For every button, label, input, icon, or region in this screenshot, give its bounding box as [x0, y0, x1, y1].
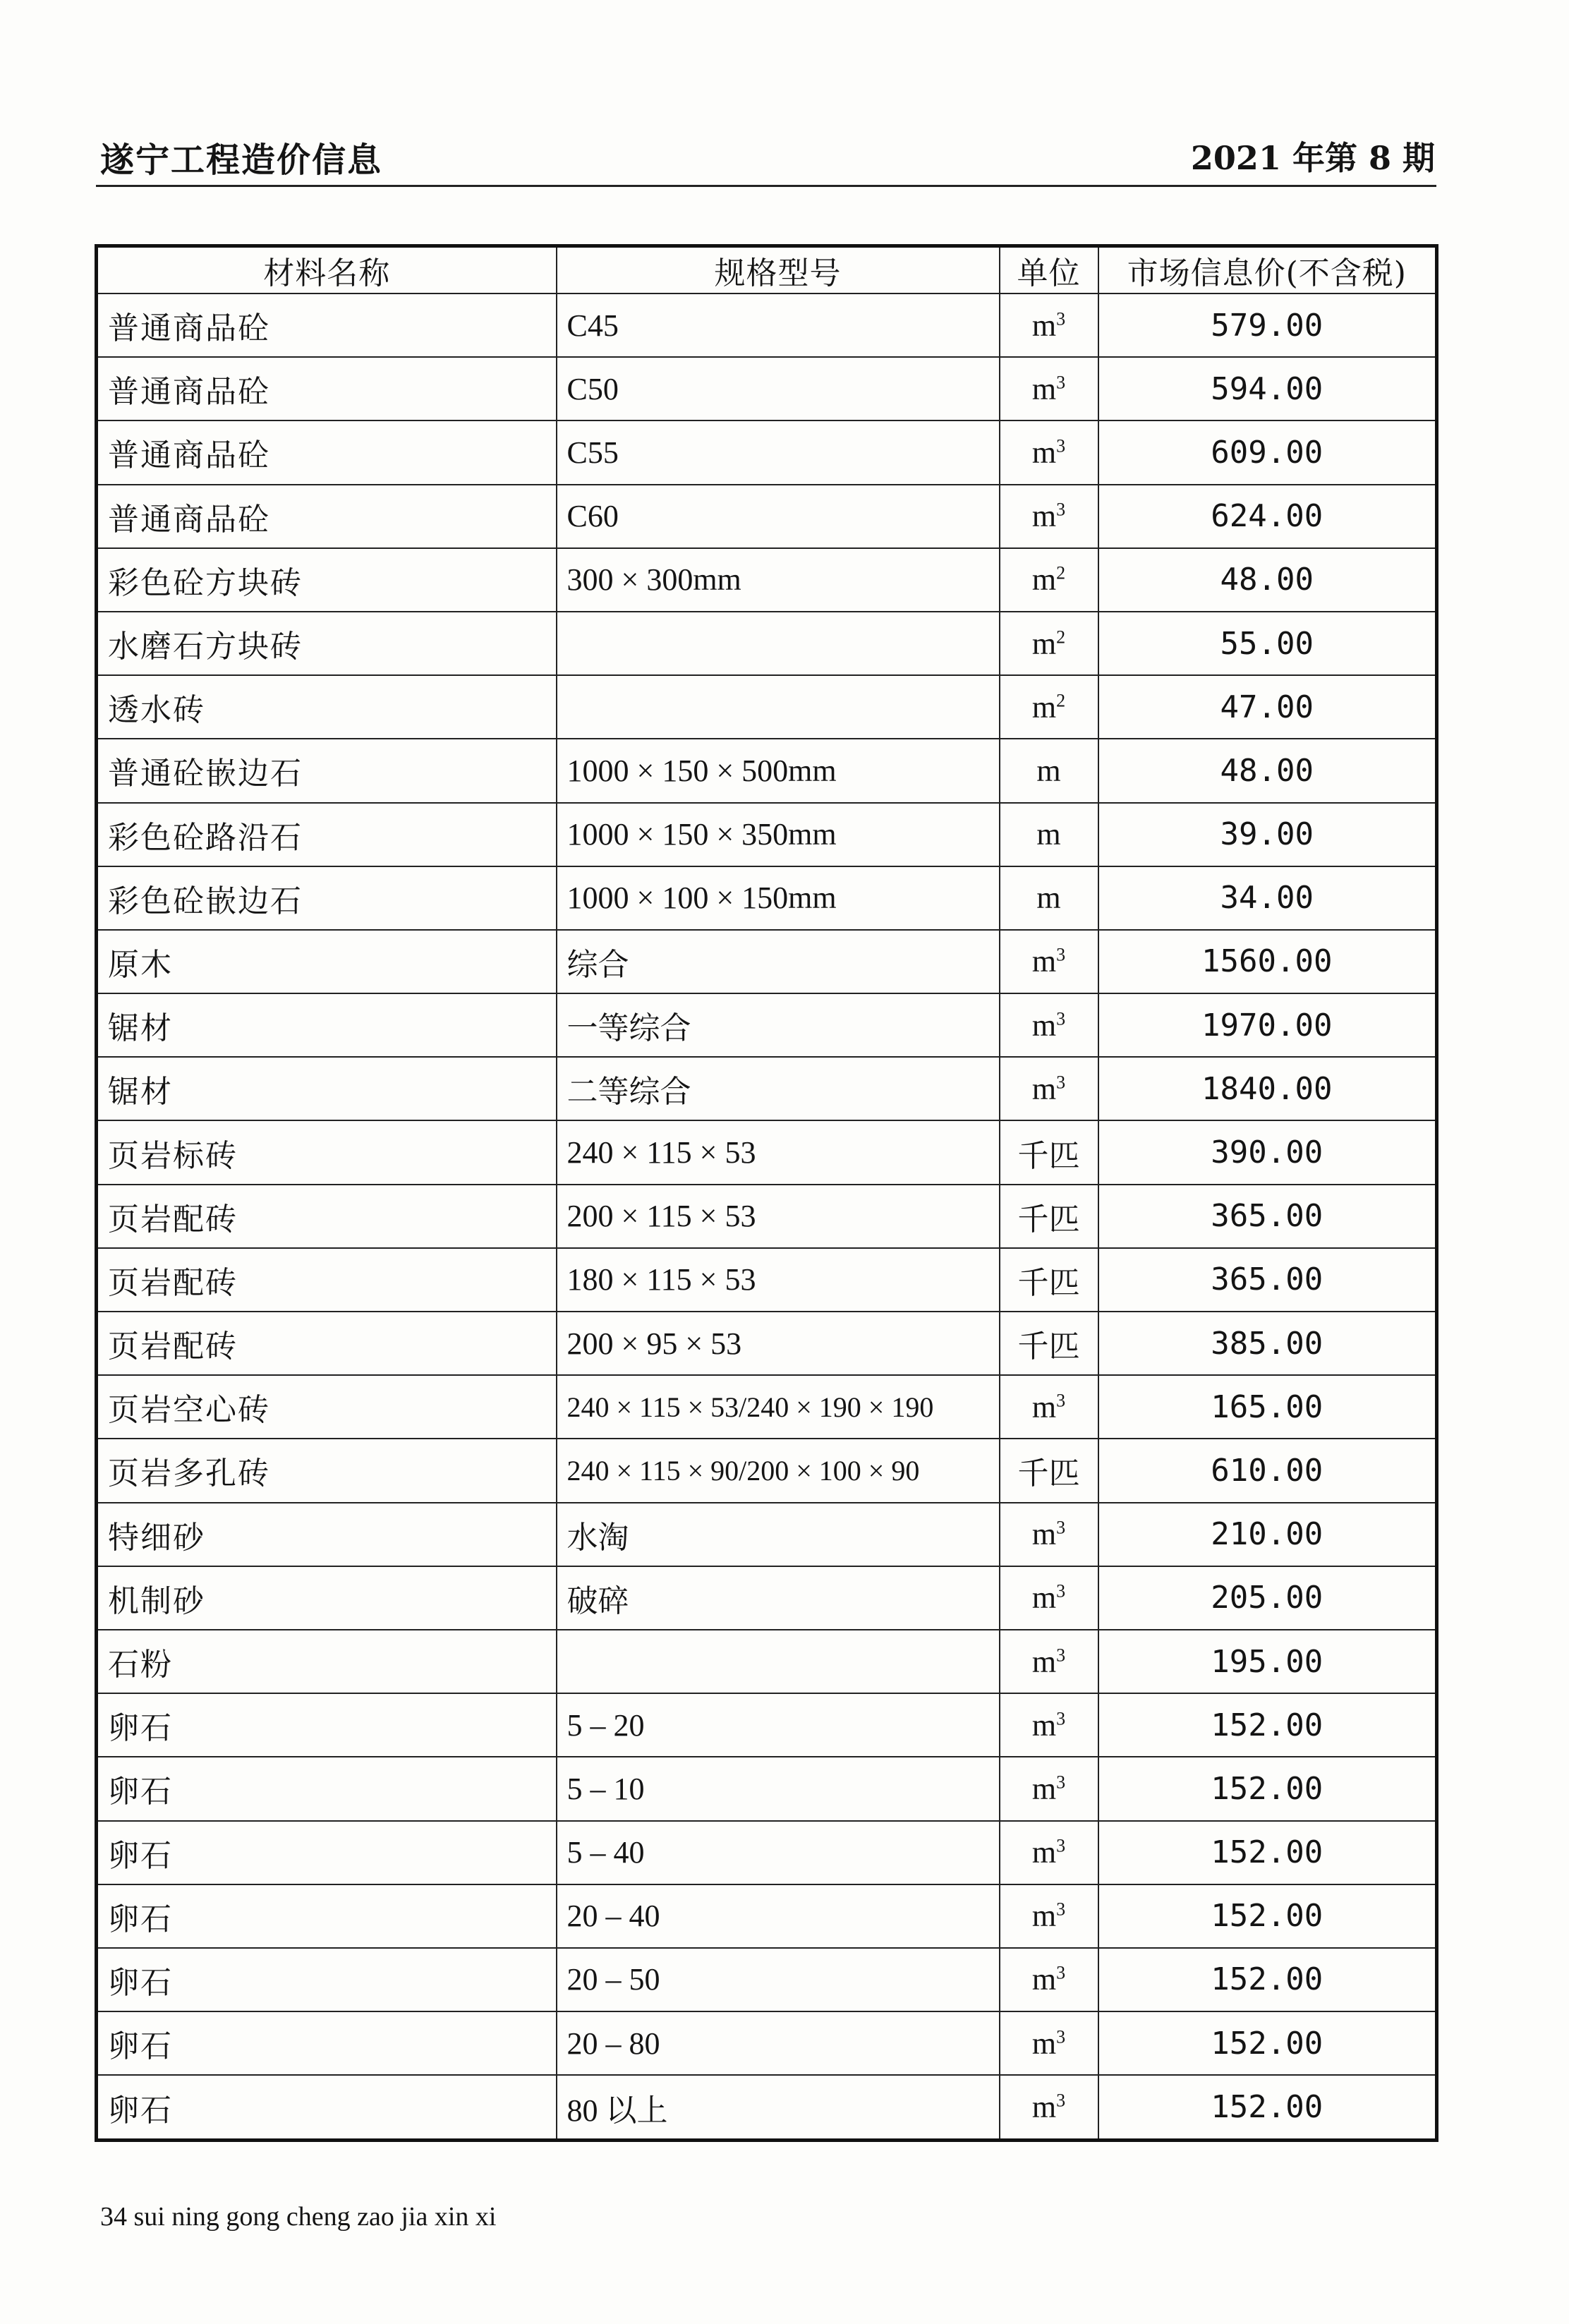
material-spec: 80 以上 — [557, 2075, 1000, 2140]
unit-base: m — [1036, 880, 1061, 916]
market-price: 210.00 — [1098, 1503, 1437, 1566]
material-spec: 180 × 115 × 53 — [557, 1248, 1000, 1312]
material-spec: 200 × 115 × 53 — [557, 1185, 1000, 1248]
material-name: 卵石 — [97, 1948, 557, 2011]
material-name: 特细砂 — [97, 1503, 557, 1566]
material-spec: 5 – 40 — [557, 1821, 1000, 1884]
unit-exponent: 3 — [1056, 1644, 1066, 1665]
unit-exponent: 3 — [1056, 2026, 1066, 2047]
table-row — [97, 548, 1437, 612]
footer-pinyin: sui ning gong cheng zao jia xin xi — [133, 2202, 497, 2232]
material-name: 锯材 — [97, 1057, 557, 1120]
material-unit — [1000, 1120, 1098, 1184]
material-name: 原木 — [97, 930, 557, 993]
market-price: 205.00 — [1098, 1566, 1437, 1630]
unit-exponent: 3 — [1056, 1962, 1066, 1983]
material-spec: C55 — [557, 420, 1000, 484]
table-row — [97, 1821, 1437, 1884]
material-name: 普通砼嵌边石 — [97, 739, 557, 802]
material-name: 卵石 — [97, 2011, 557, 2075]
table-row — [97, 993, 1437, 1057]
unit-exponent: 3 — [1056, 1517, 1066, 1538]
material-name: 水磨石方块砖 — [97, 612, 557, 675]
material-unit — [1000, 739, 1098, 802]
material-unit — [1000, 357, 1098, 420]
unit-exponent: 3 — [1056, 1899, 1066, 1920]
table-row — [97, 1120, 1437, 1184]
market-price: 39.00 — [1098, 803, 1437, 866]
unit-base: m — [1036, 753, 1061, 788]
unit-exponent: 3 — [1056, 435, 1066, 456]
material-name: 页岩配砖 — [97, 1185, 557, 1248]
table-row — [97, 1503, 1437, 1566]
material-spec — [557, 612, 1000, 675]
market-price: 390.00 — [1098, 1120, 1437, 1184]
market-price: 365.00 — [1098, 1185, 1437, 1248]
market-price: 152.00 — [1098, 1948, 1437, 2011]
unit-base: m — [1031, 1899, 1057, 1934]
material-spec: 20 – 40 — [557, 1884, 1000, 1948]
unit-exponent: 3 — [1056, 2090, 1066, 2111]
material-spec: 破碎 — [557, 1566, 1000, 1630]
material-unit — [1000, 1630, 1098, 1693]
material-unit — [1000, 548, 1098, 612]
material-spec: C45 — [557, 293, 1000, 357]
unit-base: m — [1031, 1389, 1057, 1424]
table-header-row — [97, 246, 1437, 294]
unit-base: m — [1031, 435, 1057, 470]
table-row — [97, 1566, 1437, 1630]
table-body — [97, 293, 1437, 2141]
table-row — [97, 1312, 1437, 1375]
market-price: 152.00 — [1098, 1693, 1437, 1757]
unit-exponent: 3 — [1056, 1580, 1066, 1602]
material-unit — [1000, 675, 1098, 739]
table-row — [97, 930, 1437, 993]
market-price: 579.00 — [1098, 293, 1437, 357]
unit-base: m — [1031, 1771, 1057, 1806]
material-unit — [1000, 930, 1098, 993]
unit-base: 千匹 — [1017, 1265, 1080, 1300]
market-price: 48.00 — [1098, 548, 1437, 612]
material-unit — [1000, 1693, 1098, 1757]
material-unit — [1000, 803, 1098, 866]
material-unit — [1000, 993, 1098, 1057]
table-row — [97, 1439, 1437, 1502]
material-name: 彩色砼嵌边石 — [97, 866, 557, 930]
unit-exponent: 2 — [1056, 690, 1066, 711]
page-footer — [100, 2201, 496, 2232]
material-spec: 200 × 95 × 53 — [557, 1312, 1000, 1375]
unit-base: m — [1031, 1580, 1057, 1616]
table-row — [97, 1248, 1437, 1312]
table-row — [97, 612, 1437, 675]
market-price: 594.00 — [1098, 357, 1437, 420]
material-unit — [1000, 1757, 1098, 1820]
unit-base: m — [1031, 944, 1057, 979]
market-price: 165.00 — [1098, 1375, 1437, 1439]
material-spec — [557, 675, 1000, 739]
col-header-name: 材料名称 — [97, 246, 557, 294]
material-spec: 一等综合 — [557, 993, 1000, 1057]
material-spec: 综合 — [557, 930, 1000, 993]
unit-base: m — [1031, 562, 1057, 598]
material-spec: C60 — [557, 485, 1000, 548]
col-header-unit: 单位 — [1000, 246, 1098, 294]
unit-base: m — [1031, 1707, 1057, 1743]
unit-exponent: 3 — [1056, 372, 1066, 393]
market-price: 152.00 — [1098, 2011, 1437, 2075]
market-price: 48.00 — [1098, 739, 1437, 802]
page-number: 34 — [100, 2202, 127, 2232]
col-header-spec: 规格型号 — [557, 246, 1000, 294]
table-row — [97, 1375, 1437, 1439]
unit-exponent: 3 — [1056, 1708, 1066, 1729]
table-row — [97, 1757, 1437, 1820]
material-name: 机制砂 — [97, 1566, 557, 1630]
unit-base: m — [1031, 1071, 1057, 1106]
material-unit — [1000, 866, 1098, 930]
material-name: 卵石 — [97, 1884, 557, 1948]
market-price: 152.00 — [1098, 1821, 1437, 1884]
market-price: 55.00 — [1098, 612, 1437, 675]
unit-base: 千匹 — [1017, 1329, 1080, 1364]
table-row — [97, 675, 1437, 739]
material-unit — [1000, 2075, 1098, 2140]
unit-base: m — [1031, 1962, 1057, 1997]
table-row — [97, 1057, 1437, 1120]
table-row — [97, 1884, 1437, 1948]
material-unit — [1000, 1439, 1098, 1502]
material-unit — [1000, 612, 1098, 675]
market-price: 609.00 — [1098, 420, 1437, 484]
material-spec: 300 × 300mm — [557, 548, 1000, 612]
publication-title: 遂宁工程造价信息 — [100, 140, 383, 180]
market-price: 152.00 — [1098, 1757, 1437, 1820]
col-header-price: 市场信息价(不含税) — [1098, 246, 1437, 294]
market-price: 1560.00 — [1098, 930, 1437, 993]
material-spec: 240 × 115 × 53 — [557, 1120, 1000, 1184]
unit-base: m — [1031, 1007, 1057, 1043]
material-unit — [1000, 1884, 1098, 1948]
unit-base: 千匹 — [1017, 1456, 1080, 1491]
market-price: 1840.00 — [1098, 1057, 1437, 1120]
material-name: 普通商品砼 — [97, 485, 557, 548]
table-row — [97, 739, 1437, 802]
table-row — [97, 1948, 1437, 2011]
header-divider — [96, 185, 1436, 187]
unit-exponent: 3 — [1056, 499, 1066, 520]
material-spec: 1000 × 100 × 150mm — [557, 866, 1000, 930]
unit-exponent: 3 — [1056, 1072, 1066, 1093]
material-unit — [1000, 293, 1098, 357]
market-price: 47.00 — [1098, 675, 1437, 739]
market-price: 624.00 — [1098, 485, 1437, 548]
material-name: 石粉 — [97, 1630, 557, 1693]
price-table — [95, 244, 1438, 2142]
material-unit — [1000, 1248, 1098, 1312]
unit-base: 千匹 — [1017, 1202, 1080, 1237]
unit-base: m — [1031, 2026, 1057, 2061]
material-name: 彩色砼方块砖 — [97, 548, 557, 612]
material-spec: 20 – 80 — [557, 2011, 1000, 2075]
material-name: 彩色砼路沿石 — [97, 803, 557, 866]
table-row — [97, 420, 1437, 484]
unit-base: m — [1036, 817, 1061, 852]
material-spec: C50 — [557, 357, 1000, 420]
market-price: 195.00 — [1098, 1630, 1437, 1693]
table-row — [97, 2075, 1437, 2140]
unit-exponent: 3 — [1056, 308, 1066, 329]
unit-exponent: 2 — [1056, 562, 1066, 583]
material-unit — [1000, 1312, 1098, 1375]
material-spec: 5 – 10 — [557, 1757, 1000, 1820]
material-unit — [1000, 420, 1098, 484]
market-price: 152.00 — [1098, 2075, 1437, 2140]
table-row — [97, 1693, 1437, 1757]
table-row — [97, 1185, 1437, 1248]
material-spec — [557, 1630, 1000, 1693]
material-name: 普通商品砼 — [97, 357, 557, 420]
unit-base: m — [1031, 371, 1057, 406]
issue-label: 2021 年第 8 期 — [1190, 139, 1435, 177]
market-price: 385.00 — [1098, 1312, 1437, 1375]
material-unit — [1000, 1503, 1098, 1566]
material-spec: 240 × 115 × 53/240 × 190 × 190 — [557, 1375, 1000, 1439]
table-row — [97, 293, 1437, 357]
material-spec: 二等综合 — [557, 1057, 1000, 1120]
unit-base: m — [1031, 689, 1057, 725]
table-row — [97, 803, 1437, 866]
market-price: 1970.00 — [1098, 993, 1437, 1057]
table-row — [97, 357, 1437, 420]
material-name: 页岩配砖 — [97, 1248, 557, 1312]
unit-exponent: 3 — [1056, 1835, 1066, 1856]
material-name: 页岩配砖 — [97, 1312, 557, 1375]
unit-base: m — [1031, 308, 1057, 343]
material-spec: 1000 × 150 × 500mm — [557, 739, 1000, 802]
table-row — [97, 485, 1437, 548]
material-unit — [1000, 485, 1098, 548]
material-spec: 水淘 — [557, 1503, 1000, 1566]
material-name: 普通商品砼 — [97, 293, 557, 357]
material-unit — [1000, 1821, 1098, 1884]
unit-exponent: 2 — [1056, 626, 1066, 647]
material-name: 卵石 — [97, 2075, 557, 2140]
unit-base: m — [1031, 626, 1057, 661]
material-spec: 240 × 115 × 90/200 × 100 × 90 — [557, 1439, 1000, 1502]
market-price: 610.00 — [1098, 1439, 1437, 1502]
unit-base: m — [1031, 1517, 1057, 1552]
material-spec: 20 – 50 — [557, 1948, 1000, 2011]
table-row — [97, 2011, 1437, 2075]
table-row — [97, 1630, 1437, 1693]
market-price: 152.00 — [1098, 1884, 1437, 1948]
material-name: 页岩标砖 — [97, 1120, 557, 1184]
material-name: 卵石 — [97, 1693, 557, 1757]
material-unit — [1000, 1375, 1098, 1439]
material-unit — [1000, 1185, 1098, 1248]
material-unit — [1000, 2011, 1098, 2075]
material-name: 透水砖 — [97, 675, 557, 739]
table-row — [97, 866, 1437, 930]
material-name: 页岩多孔砖 — [97, 1439, 557, 1502]
market-price: 34.00 — [1098, 866, 1437, 930]
material-name: 卵石 — [97, 1757, 557, 1820]
unit-exponent: 3 — [1056, 1772, 1066, 1793]
unit-base: m — [1031, 2090, 1057, 2125]
material-name: 普通商品砼 — [97, 420, 557, 484]
unit-base: m — [1031, 499, 1057, 534]
material-name: 锯材 — [97, 993, 557, 1057]
unit-exponent: 3 — [1056, 944, 1066, 965]
material-name: 页岩空心砖 — [97, 1375, 557, 1439]
unit-base: m — [1031, 1644, 1057, 1679]
unit-exponent: 3 — [1056, 1390, 1066, 1411]
material-unit — [1000, 1566, 1098, 1630]
unit-exponent: 3 — [1056, 1008, 1066, 1029]
material-name: 卵石 — [97, 1821, 557, 1884]
unit-base: m — [1031, 1835, 1057, 1870]
unit-base: 千匹 — [1017, 1138, 1080, 1173]
material-spec: 5 – 20 — [557, 1693, 1000, 1757]
material-spec: 1000 × 150 × 350mm — [557, 803, 1000, 866]
material-unit — [1000, 1057, 1098, 1120]
market-price: 365.00 — [1098, 1248, 1437, 1312]
material-unit — [1000, 1948, 1098, 2011]
